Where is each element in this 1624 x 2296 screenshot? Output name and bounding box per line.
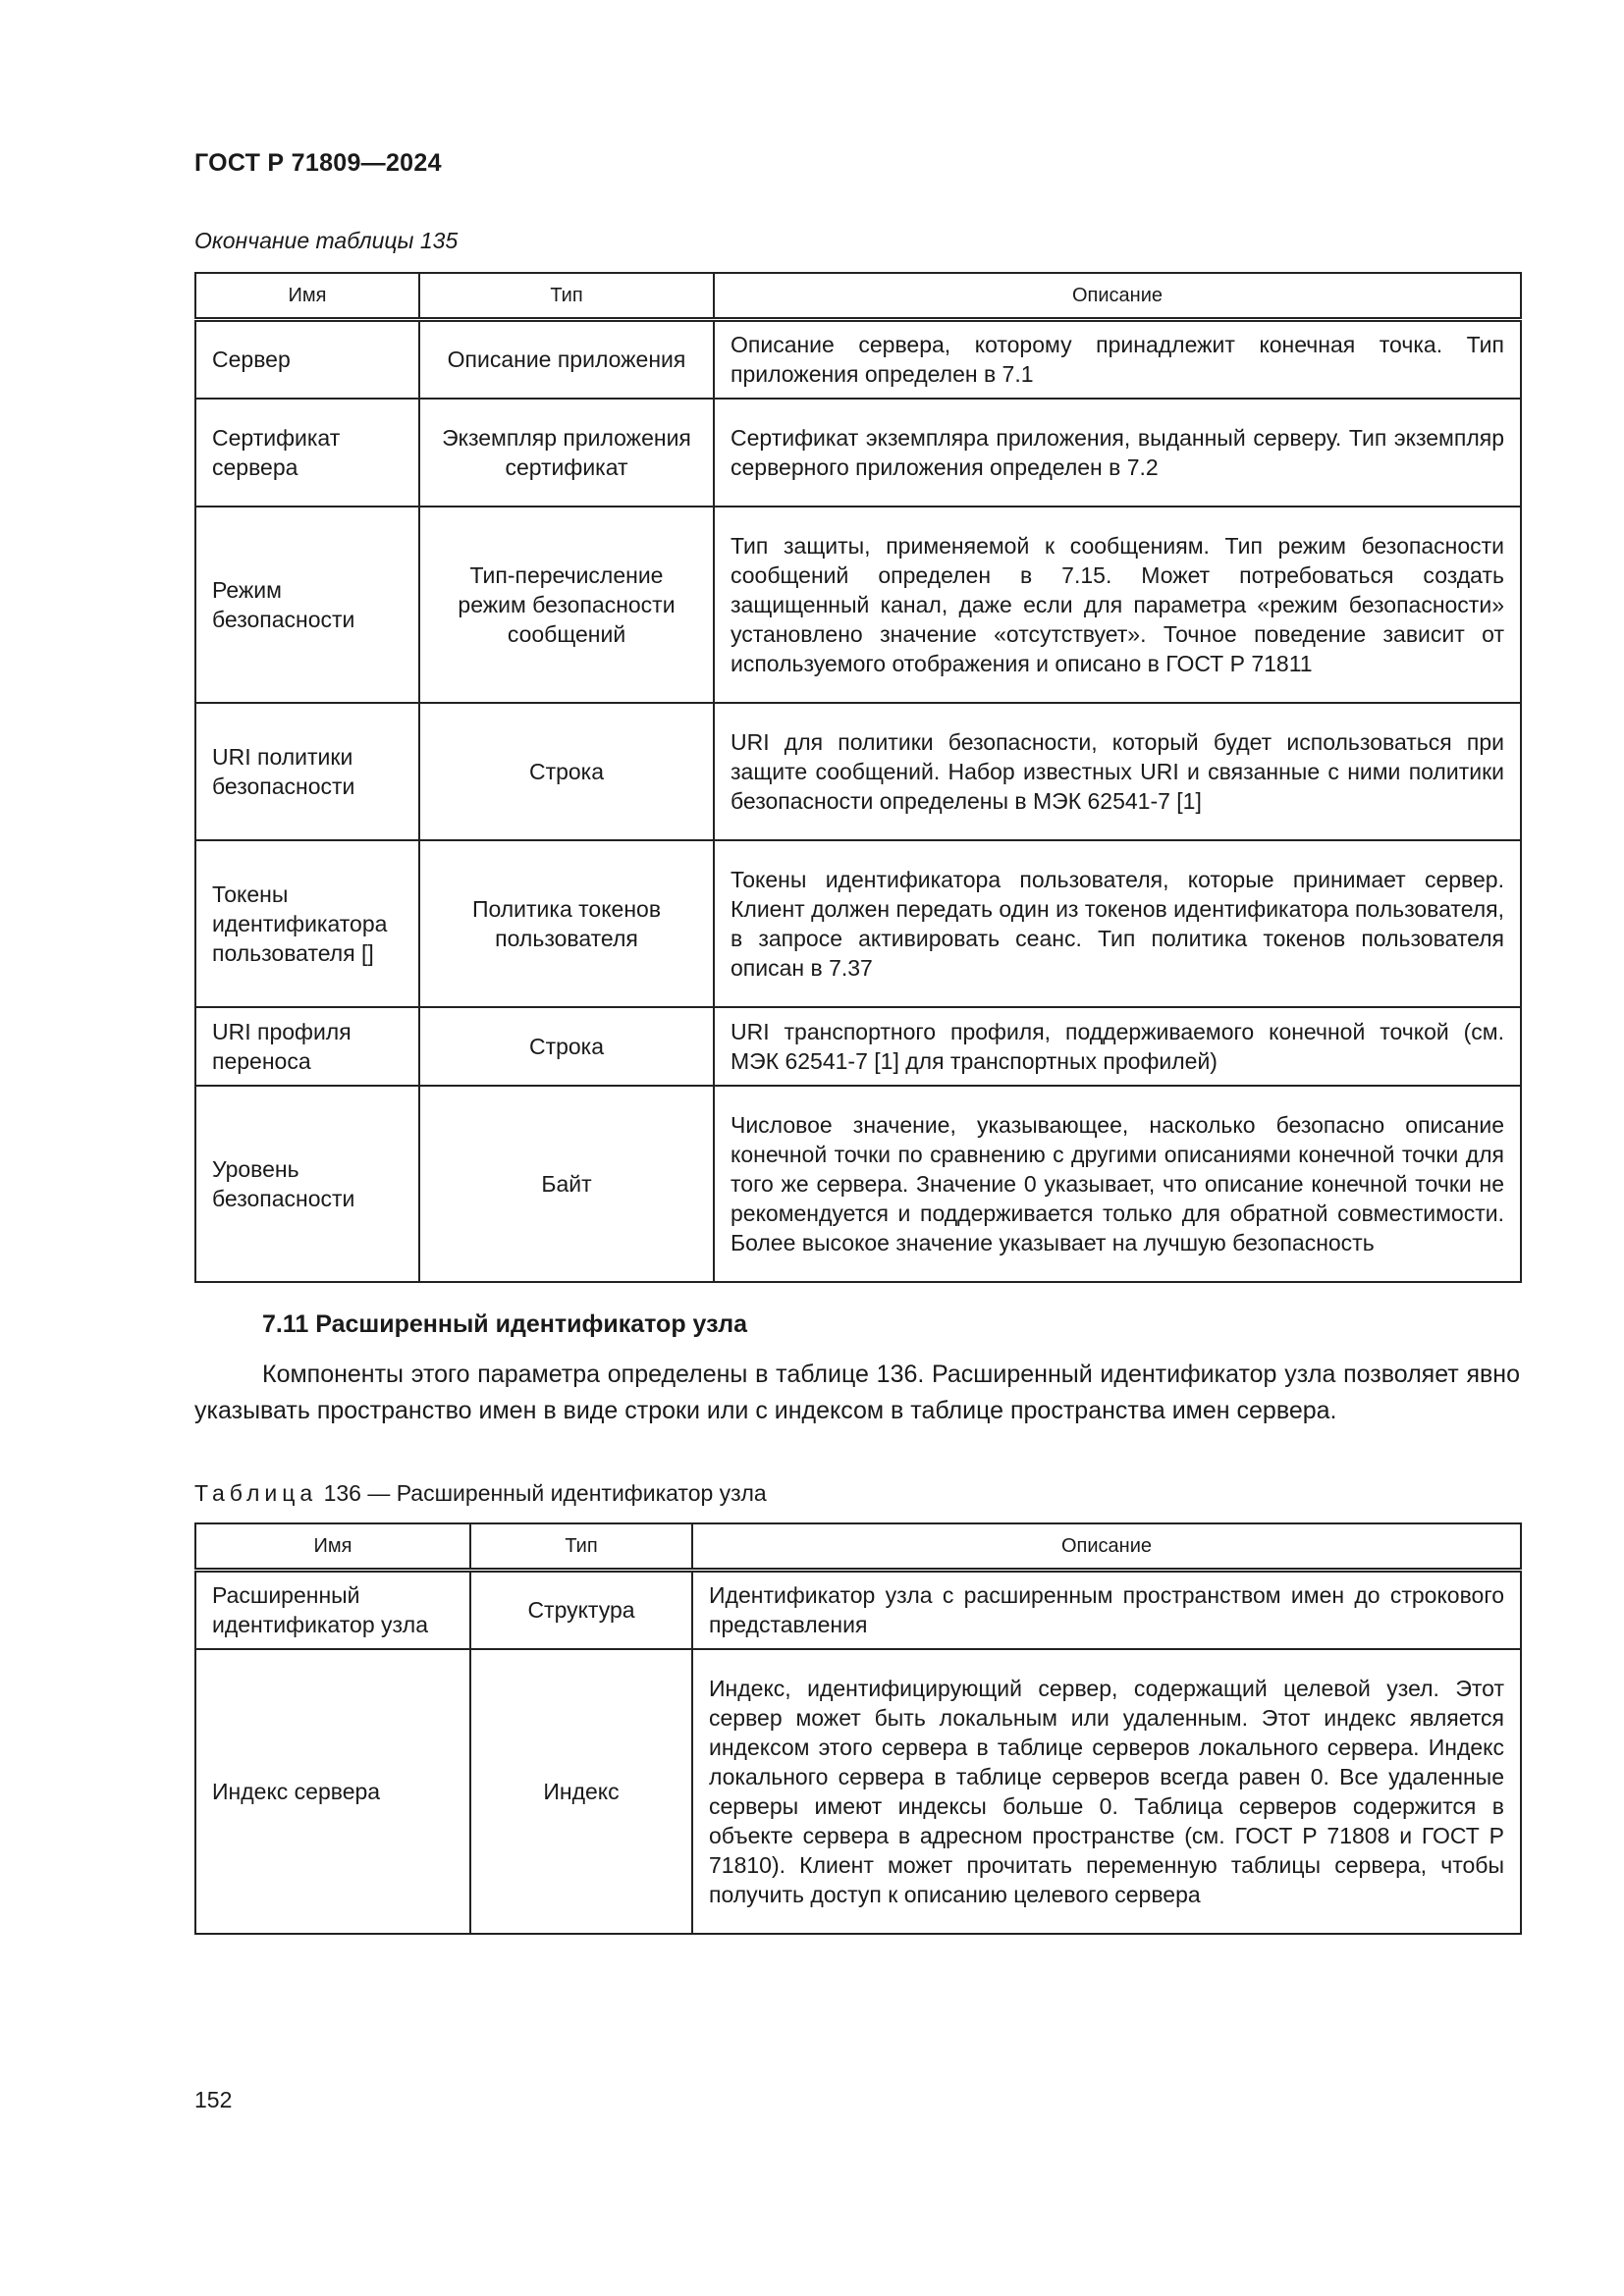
table-header-row bbox=[195, 273, 1521, 320]
cell-type: Тип-перечисление режим безопасности сообщений bbox=[419, 507, 714, 703]
cell-description: Тип защиты, применяемой к сообщениям. Тип режим безопасности сообщений определен в 7.15. Может потребоваться создать защищенный канал, даже если для параметра «режим безопасности» установлено значение «отсутствует». Точное поведение зависит от используемого отображения и описано в ГОСТ Р 71811 bbox=[714, 507, 1521, 703]
cell-type: Строка bbox=[419, 1007, 714, 1086]
table-caption-word: Таблица bbox=[194, 1480, 318, 1506]
cell-description: Индекс, идентифицирующий сервер, содержащий целевой узел. Этот сервер может быть локальным или удаленным. Этот индекс является индексом этого сервера в таблице серверов локального сервера. Индекс локального сервера в таблице серверов всегда равен 0. Все удаленные серверы имеют индексы больше 0. Таблица серверов содержится в объекте сервера в адресном пространстве (см. ГОСТ Р 71808 и ГОСТ Р 71810). Клиент может прочитать переменную таблицы сервера, чтобы получить доступ к описанию целевого сервера bbox=[692, 1649, 1521, 1934]
cell-name: Сертификат сервера bbox=[195, 399, 419, 507]
table-row bbox=[195, 840, 1521, 1007]
cell-name: Сервер bbox=[195, 320, 419, 399]
cell-description: URI для политики безопасности, который будет использоваться при защите сообщений. Набор известных URI и связанные с ними политики безопасности определены в МЭК 62541-7 [1] bbox=[714, 703, 1521, 840]
document-code-header: ГОСТ Р 71809—2024 bbox=[194, 149, 442, 177]
cell-name: URI профиля переноса bbox=[195, 1007, 419, 1086]
cell-description: Сертификат экземпляра приложения, выданный серверу. Тип экземпляр серверного приложения определен в 7.2 bbox=[714, 399, 1521, 507]
cell-description: URI транспортного профиля, поддерживаемого конечной точкой (см. МЭК 62541-7 [1] для транспортных профилей) bbox=[714, 1007, 1521, 1086]
cell-description: Идентификатор узла с расширенным пространством имен до строкового представления bbox=[692, 1571, 1521, 1649]
table-row bbox=[195, 507, 1521, 703]
cell-type: Строка bbox=[419, 703, 714, 840]
cell-type: Описание приложения bbox=[419, 320, 714, 399]
page-number: 152 bbox=[194, 2087, 233, 2112]
table-136-caption bbox=[194, 1480, 767, 1507]
cell-name: Режим безопасности bbox=[195, 507, 419, 703]
table-135-continuation-label: Окончание таблицы 135 bbox=[194, 228, 459, 253]
column-header-name: Имя bbox=[195, 273, 419, 320]
cell-type: Индекс bbox=[470, 1649, 692, 1934]
table-header-row bbox=[195, 1523, 1521, 1571]
table-caption-title: 136 — Расширенный идентификатор узла bbox=[323, 1480, 767, 1506]
cell-type: Структура bbox=[470, 1571, 692, 1649]
column-header-type: Тип bbox=[419, 273, 714, 320]
table-136 bbox=[194, 1522, 1522, 1935]
column-header-type: Тип bbox=[470, 1523, 692, 1571]
section-title: 7.11 Расширенный идентификатор узла bbox=[262, 1310, 747, 1338]
cell-description: Числовое значение, указывающее, насколько безопасно описание конечной точки по сравнению с другими описаниями конечной точки для того же сервера. Значение 0 указывает, что описание конечной точки не рекомендуется и поддерживается только для обратной совместимости. Более высокое значение указывает на лучшую безопасность bbox=[714, 1086, 1521, 1282]
column-header-description: Описание bbox=[692, 1523, 1521, 1571]
cell-type: Политика токенов пользователя bbox=[419, 840, 714, 1007]
table-row bbox=[195, 320, 1521, 399]
table-135 bbox=[194, 272, 1522, 1283]
cell-name: Уровень безопасности bbox=[195, 1086, 419, 1282]
table-row bbox=[195, 1649, 1521, 1934]
cell-name: Индекс сервера bbox=[195, 1649, 470, 1934]
column-header-description: Описание bbox=[714, 273, 1521, 320]
table-row bbox=[195, 703, 1521, 840]
table-row bbox=[195, 1086, 1521, 1282]
cell-name: Токены идентификатора пользователя [] bbox=[195, 840, 419, 1007]
cell-description: Токены идентификатора пользователя, которые принимает сервер. Клиент должен передать один из токенов идентификатора пользователя, в запросе активировать сеанс. Тип политика токенов пользователя описан в 7.37 bbox=[714, 840, 1521, 1007]
column-header-name: Имя bbox=[195, 1523, 470, 1571]
cell-description: Описание сервера, которому принадлежит конечная точка. Тип приложения определен в 7.1 bbox=[714, 320, 1521, 399]
cell-type: Экземпляр приложения сертификат bbox=[419, 399, 714, 507]
cell-name: Расширенный идентификатор узла bbox=[195, 1571, 470, 1649]
cell-name: URI политики безопасности bbox=[195, 703, 419, 840]
section-paragraph: Компоненты этого параметра определены в таблице 136. Расширенный идентификатор узла позволяет явно указывать пространство имен в виде строки или с индексом в таблице пространства имен сервера. bbox=[194, 1361, 1520, 1424]
table-row bbox=[195, 1571, 1521, 1649]
cell-type: Байт bbox=[419, 1086, 714, 1282]
table-row bbox=[195, 399, 1521, 507]
table-row bbox=[195, 1007, 1521, 1086]
